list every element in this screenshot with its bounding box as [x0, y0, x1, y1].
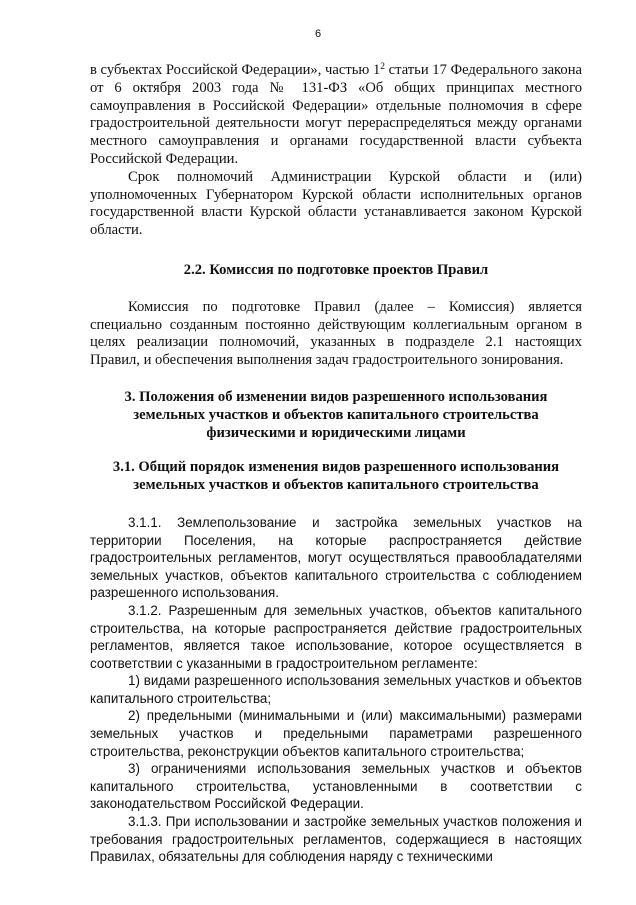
paragraph-3-1-2: 3.1.2. Разрешенным для земельных участков, объектов капитального строительства, на которые распространяется действие градостроительных регламентов, является такое использование, которое осуществляется в соответствии с указанными в градостроительном регламенте: — [90, 602, 582, 671]
page-body — [90, 62, 582, 866]
superscript-2: 2 — [380, 62, 385, 73]
list-item-2: 2) предельными (минимальными и (или) максимальными) размерами земельных участков и предельными параметрами разрешенного строительства, реконструкции объектов капитального строительства; — [90, 708, 582, 759]
paragraph-intro-part-b: статьи 17 Федерального закона от 6 октября 2003 года № 131-ФЗ «Об общих принципах местного самоуправления в Российской Федерации» отдельные полномочия в сфере градостроительной деятельности могут перераспределяться между органами местного самоуправления и органами государственной власти субъекта Российской Федерации. — [90, 62, 582, 167]
paragraph-3-1-1: 3.1.1. Землепользование и застройка земельных участков на территории Поселения, на которые распространяется действие градостроительных регламентов, могут осуществляться правообладателями земельных участков, объектов капитального строительства с соблюдением разрешенного использования. — [90, 514, 582, 601]
heading-3: 3. Положения об изменении видов разрешенного использования земельных участков и объектов капитального строительства физическими и юридическими лицами — [124, 388, 548, 441]
paragraph-3-1-3: 3.1.3. При использовании и застройке земельных участков положения и требования градостроительных регламентов, содержащиеся в настоящих Правилах, обязательны для соблюдения наряду с техническими — [90, 814, 582, 865]
page-number: 6 — [314, 28, 322, 40]
section-3-1-body — [90, 514, 582, 866]
list-item-1: 1) видами разрешенного использования земельных участков и объектов капитального строительства; — [90, 673, 582, 706]
heading-2-2: 2.2. Комиссия по подготовке проектов Правил — [183, 261, 489, 278]
heading-3-1: 3.1. Общий порядок изменения видов разрешенного использования земельных участков и объектов капитального строительства — [112, 459, 560, 494]
paragraph-intro-part-a: в субъектах Российской Федерации», частью 1 — [90, 62, 381, 78]
paragraph-intro — [90, 62, 582, 169]
list-item-3: 3) ограничениями использования земельных участков и объектов капитального строительства, установленными в соответствии с законодательством Российской Федерации. — [90, 761, 582, 812]
paragraph-commission: Комиссия по подготовке Правил (далее – Комиссия) является специально созданным постоянно действующим коллегиальным органом в целях реализации полномочий, указанных в подразделе 2.1 настоящих Правил, и обеспечения выполнения задач градостроительного зонирования. — [90, 298, 582, 369]
paragraph-term: Срок полномочий Администрации Курской области и (или) уполномоченных Губернатором Курской области исполнительных органов государственной власти Курской области устанавливается законом Курской области. — [90, 168, 582, 239]
